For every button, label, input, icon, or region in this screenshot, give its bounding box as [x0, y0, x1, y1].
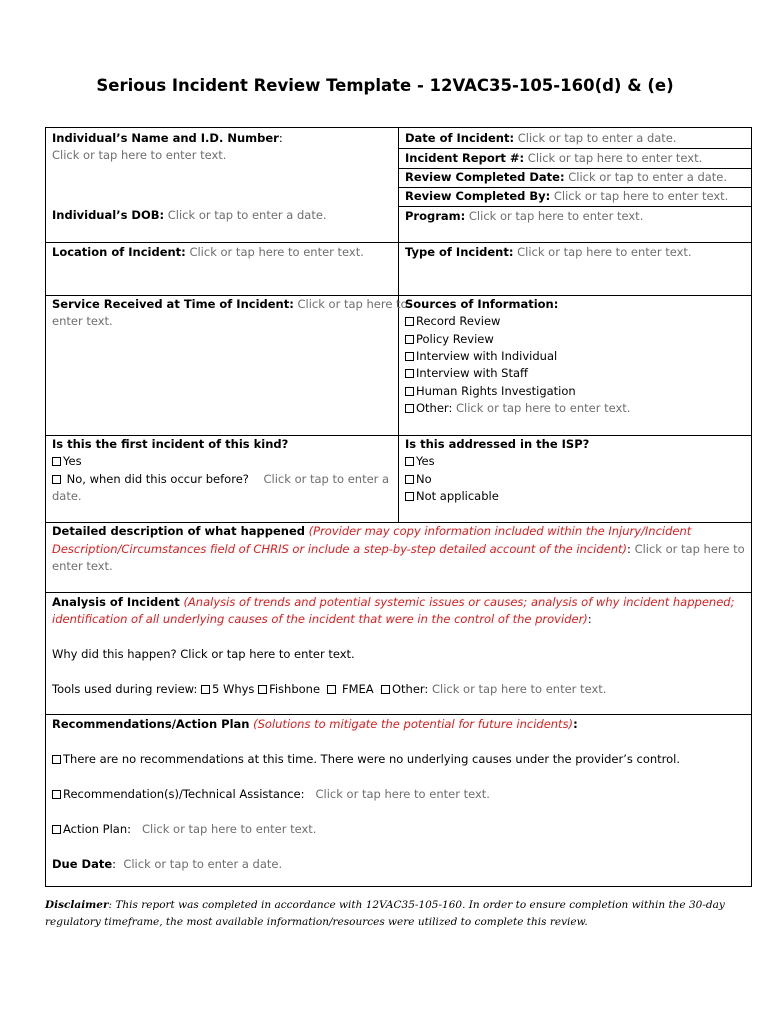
checkbox-icon	[52, 755, 61, 764]
isp-label: Is this addressed in the ISP?	[405, 437, 590, 451]
action-plan-option[interactable]: Action Plan: Click or tap here to enter text.	[52, 821, 316, 838]
due-date-label: Due Date	[52, 857, 113, 871]
action-plan-input[interactable]: Click or tap here to enter text.	[141, 822, 317, 836]
checkbox-icon	[201, 685, 210, 694]
first-incident-cell	[46, 435, 399, 522]
isp-cell	[399, 435, 751, 522]
description-cell: Detailed description of what happened (Provider may copy information included within the Injury/Incident Description/Circumstances field of CHRIS or include a step-by-step detailed account of the incident): Click or tap here to enter text.	[46, 522, 751, 592]
checkbox-icon	[405, 457, 414, 466]
disclaimer-text-cont: regulatory timeframe, the most available information/resources were utilized to complete this review.	[45, 916, 588, 928]
isp-not-applicable[interactable]: Not applicable	[405, 488, 499, 505]
tools-label: Tools used during review:	[52, 682, 198, 696]
description-label: Detailed description of what happened	[52, 524, 305, 538]
source-other[interactable]: Other: Click or tap here to enter text.	[405, 400, 630, 417]
analysis-note-cont: identification of all underlying causes of the incident that were in the control of the provider)	[52, 612, 588, 626]
description-input-cont[interactable]: enter text.	[52, 559, 113, 573]
review-completed-by-input[interactable]: Click or tap here to enter text.	[553, 189, 729, 203]
checkbox-icon	[381, 685, 390, 694]
date-of-incident-label: Date of Incident:	[405, 131, 515, 145]
type-input[interactable]: Click or tap here to enter text.	[517, 245, 692, 259]
technical-assistance-option[interactable]: Recommendation(s)/Technical Assistance: Click or tap here to enter text.	[52, 786, 490, 803]
service-cell	[46, 295, 408, 435]
source-policy-review[interactable]: Policy Review	[405, 331, 494, 348]
review-form	[45, 127, 752, 887]
sources-label: Sources of Information:	[405, 297, 559, 311]
date-of-incident-cell	[399, 128, 751, 148]
dob-label: Individual’s DOB:	[52, 208, 165, 222]
source-other-input[interactable]: Click or tap here to enter text.	[455, 401, 631, 415]
analysis-note: (Analysis of trends and potential systemic issues or causes; analysis of why incident happened;	[183, 595, 735, 609]
source-human-rights[interactable]: Human Rights Investigation	[405, 383, 576, 400]
checkbox-icon	[405, 369, 414, 378]
recommendations-cell: Recommendations/Action Plan (Solutions to mitigate the potential for future incidents): There are no recommendations at this time. There were no underlying causes under the provider’s control. Recommendation(s)/Technical Assistance: Click or tap here to enter text. Action Plan: Click or tap here to enter text. Due Date: Click or tap to enter a date.	[46, 714, 751, 886]
first-incident-no[interactable]: No, when did this occur before? Click or tap to enter a	[52, 471, 389, 488]
review-completed-date-input[interactable]: Click or tap to enter a date.	[568, 170, 728, 184]
name-input[interactable]: Click or tap here to enter text.	[52, 148, 227, 162]
first-incident-label: Is this the first incident of this kind?	[52, 437, 289, 451]
analysis-label: Analysis of Incident	[52, 595, 180, 609]
checkbox-icon	[405, 387, 414, 396]
checkbox-icon	[405, 317, 414, 326]
description-input[interactable]: Click or tap here to	[634, 542, 745, 556]
why-happen-input[interactable]: Why did this happen? Click or tap here to enter text.	[52, 647, 355, 661]
location-input[interactable]: Click or tap here to enter text.	[189, 245, 364, 259]
review-completed-by-cell	[399, 187, 751, 206]
tool-fmea[interactable]: FMEA	[327, 682, 373, 696]
tool-fishbone[interactable]: Fishbone	[258, 682, 320, 696]
checkbox-icon	[327, 685, 336, 694]
review-completed-by-label: Review Completed By:	[405, 189, 551, 203]
service-input-cont[interactable]: enter text.	[52, 314, 113, 328]
sources-cell	[399, 295, 751, 435]
name-label: Individual’s Name and I.D. Number	[52, 131, 279, 145]
page-title: Serious Incident Review Template - 12VAC35-105-160(d) & (e)	[96, 76, 674, 95]
source-interview-staff[interactable]: Interview with Staff	[405, 365, 528, 382]
tool-other[interactable]: Other:	[381, 682, 428, 696]
tool-other-input[interactable]: Click or tap here to enter text.	[431, 682, 607, 696]
review-completed-date-label: Review Completed Date:	[405, 170, 565, 184]
recommendations-note: (Solutions to mitigate the potential for future incidents)	[253, 717, 574, 731]
service-input[interactable]: Click or tap here to	[297, 297, 408, 311]
location-label: Location of Incident:	[52, 245, 186, 259]
no-recommendations-option[interactable]: There are no recommendations at this time. There were no underlying causes under the provider’s control.	[52, 751, 680, 768]
isp-yes[interactable]: Yes	[405, 453, 435, 470]
due-date-input[interactable]: Click or tap to enter a date.	[123, 857, 283, 871]
checkbox-icon	[405, 475, 414, 484]
checkbox-icon	[258, 685, 267, 694]
incident-report-label: Incident Report #:	[405, 151, 525, 165]
date-of-incident-input[interactable]: Click or tap to enter a date.	[517, 131, 677, 145]
source-record-review[interactable]: Record Review	[405, 313, 500, 330]
location-cell	[46, 242, 399, 295]
checkbox-icon	[52, 457, 61, 466]
checkbox-icon	[52, 475, 61, 484]
source-interview-individual[interactable]: Interview with Individual	[405, 348, 557, 365]
service-label: Service Received at Time of Incident:	[52, 297, 294, 311]
program-label: Program:	[405, 209, 466, 223]
first-incident-date-input[interactable]: Click or tap to enter a	[263, 472, 390, 486]
type-label: Type of Incident:	[405, 245, 514, 259]
checkbox-icon	[405, 492, 414, 501]
checkbox-icon	[405, 404, 414, 413]
checkbox-icon	[52, 825, 61, 834]
program-cell	[399, 206, 751, 242]
checkbox-icon	[52, 790, 61, 799]
description-note-cont: Description/Circumstances field of CHRIS or include a step-by-step detailed account of the incident)	[52, 542, 628, 556]
technical-assistance-input[interactable]: Click or tap here to enter text.	[315, 787, 490, 801]
first-incident-yes[interactable]: Yes	[52, 453, 82, 470]
disclaimer: Disclaimer: This report was completed in accordance with 12VAC35-105-160. In order to ensure completion within the 30-day regulatory timeframe, the most available information/resources were utilized to complete this review.	[45, 897, 745, 931]
review-completed-date-cell	[399, 168, 751, 187]
dob-input[interactable]: Click or tap to enter a date.	[167, 208, 327, 222]
checkbox-icon	[405, 352, 414, 361]
first-incident-date-input-cont[interactable]: date.	[52, 489, 82, 503]
description-note: (Provider may copy information included within the Injury/Incident	[308, 524, 692, 538]
analysis-cell: Analysis of Incident (Analysis of trends and potential systemic issues or causes; analysis of why incident happened; identification of all underlying causes of the incident that were in the control of the provider): Why did this happen? Click or tap here to enter text. Tools used during review: 5 Whys Fishbone FMEA Other: Click or tap here to enter text.	[46, 592, 751, 714]
tool-5-whys[interactable]: 5 Whys	[201, 682, 254, 696]
program-input[interactable]: Click or tap here to enter text.	[468, 209, 644, 223]
type-cell	[399, 242, 751, 295]
isp-no[interactable]: No	[405, 471, 432, 488]
disclaimer-text: This report was completed in accordance with 12VAC35-105-160. In order to ensure completion within the 30-day	[115, 899, 725, 911]
incident-report-input[interactable]: Click or tap here to enter text.	[527, 151, 703, 165]
name-cell: Individual’s Name and I.D. Number: Click or tap here to enter text. Individual’s DOB: Click or tap to enter a date.	[46, 128, 399, 242]
checkbox-icon	[405, 335, 414, 344]
recommendations-label: Recommendations/Action Plan	[52, 717, 250, 731]
incident-report-cell	[399, 148, 751, 168]
disclaimer-label: Disclaimer	[45, 899, 109, 911]
